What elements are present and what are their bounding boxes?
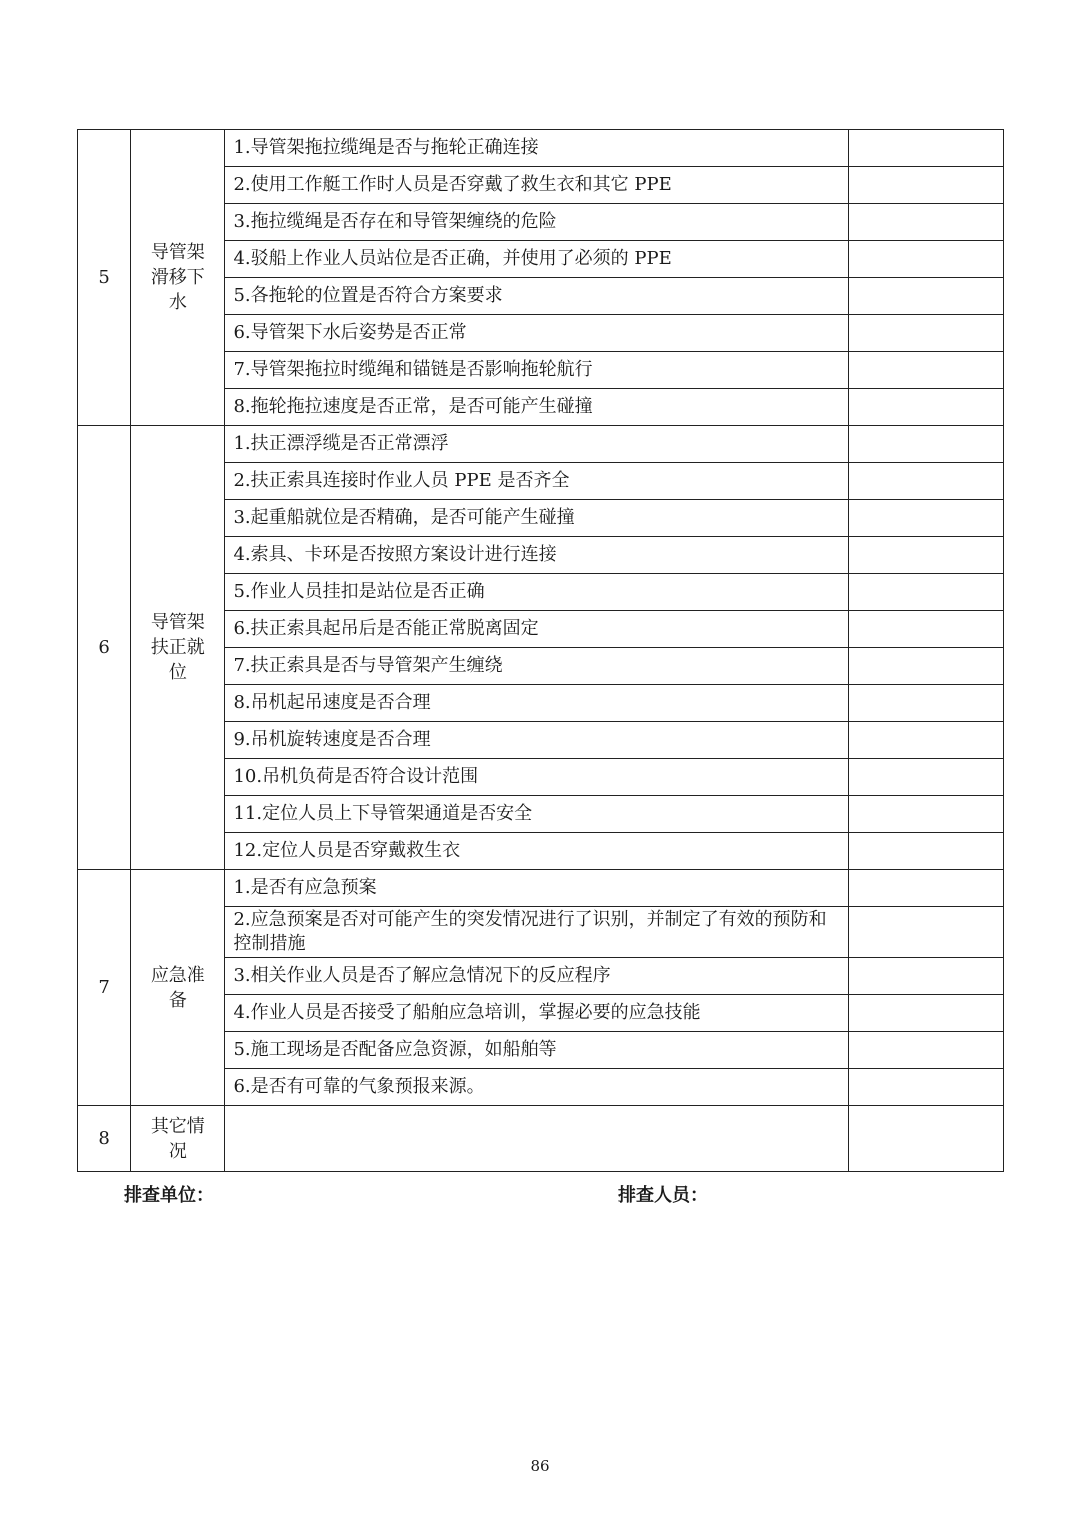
inspector-label: 排查人员： — [618, 1185, 708, 1206]
check-item: 11.定位人员上下导管架通道是否安全 — [225, 796, 849, 833]
result-cell[interactable] — [849, 167, 1004, 204]
section-number: 8 — [78, 1106, 131, 1172]
result-cell[interactable] — [849, 995, 1004, 1032]
check-item: 6.是否有可靠的气象预报来源。 — [225, 1069, 849, 1106]
result-cell[interactable] — [849, 426, 1004, 463]
table-row — [78, 130, 1004, 167]
table-row — [78, 870, 1004, 907]
result-cell[interactable] — [849, 130, 1004, 167]
result-cell[interactable] — [849, 759, 1004, 796]
check-item: 8.吊机起吊速度是否合理 — [225, 685, 849, 722]
check-item: 2.使用工作艇工作时人员是否穿戴了救生衣和其它 PPE — [225, 167, 849, 204]
inspection-unit-label: 排查单位： — [124, 1185, 214, 1206]
check-item: 8.拖轮拖拉速度是否正常，是否可能产生碰撞 — [225, 389, 849, 426]
section-category — [131, 1106, 225, 1172]
check-item: 6.扶正索具起吊后是否能正常脱离固定 — [225, 611, 849, 648]
result-cell[interactable] — [849, 574, 1004, 611]
check-item: 5.施工现场是否配备应急资源，如船舶等 — [225, 1032, 849, 1069]
page-number: 86 — [530, 1457, 550, 1475]
result-cell[interactable] — [849, 537, 1004, 574]
check-item: 3.起重船就位是否精确，是否可能产生碰撞 — [225, 500, 849, 537]
result-cell[interactable] — [849, 315, 1004, 352]
result-cell[interactable] — [849, 278, 1004, 315]
result-cell[interactable] — [849, 907, 1004, 958]
section-category — [131, 130, 225, 426]
table-row — [78, 426, 1004, 463]
result-cell[interactable] — [849, 500, 1004, 537]
check-item: 5.作业人员挂扣是站位是否正确 — [225, 574, 849, 611]
result-cell[interactable] — [849, 833, 1004, 870]
check-item: 4.索具、卡环是否按照方案设计进行连接 — [225, 537, 849, 574]
check-item: 9.吊机旋转速度是否合理 — [225, 722, 849, 759]
check-item: 3.拖拉缆绳是否存在和导管架缠绕的危险 — [225, 204, 849, 241]
section-category-label: 其它情况 — [150, 1115, 205, 1162]
check-item: 7.导管架拖拉时缆绳和锚链是否影响拖轮航行 — [225, 352, 849, 389]
result-cell[interactable] — [849, 1032, 1004, 1069]
section-number: 7 — [78, 870, 131, 1106]
result-cell[interactable] — [849, 352, 1004, 389]
section-category-label: 应急准备 — [150, 964, 205, 1011]
section-category-label: 导管架滑移下水 — [150, 242, 205, 313]
check-item: 2.应急预案是否对可能产生的突发情况进行了识别，并制定了有效的预防和控制措施 — [225, 907, 849, 958]
result-cell[interactable] — [849, 958, 1004, 995]
section-category — [131, 426, 225, 870]
check-item: 12.定位人员是否穿戴救生衣 — [225, 833, 849, 870]
result-cell[interactable] — [849, 685, 1004, 722]
result-cell[interactable] — [849, 722, 1004, 759]
result-cell[interactable] — [849, 796, 1004, 833]
result-cell[interactable] — [849, 389, 1004, 426]
section-number: 6 — [78, 426, 131, 870]
section-number: 5 — [78, 130, 131, 426]
table-row — [78, 1106, 1004, 1172]
result-cell[interactable] — [849, 648, 1004, 685]
check-item: 4.作业人员是否接受了船舶应急培训，掌握必要的应急技能 — [225, 995, 849, 1032]
check-item: 1.导管架拖拉缆绳是否与拖轮正确连接 — [225, 130, 849, 167]
result-cell[interactable] — [849, 463, 1004, 500]
section-category — [131, 870, 225, 1106]
check-item: 6.导管架下水后姿势是否正常 — [225, 315, 849, 352]
check-item: 5.各拖轮的位置是否符合方案要求 — [225, 278, 849, 315]
section-category-label: 导管架扶正就位 — [150, 612, 205, 683]
check-item: 1.是否有应急预案 — [225, 870, 849, 907]
check-item: 4.驳船上作业人员站位是否正确，并使用了必须的 PPE — [225, 241, 849, 278]
result-cell[interactable] — [849, 1106, 1004, 1172]
result-cell[interactable] — [849, 241, 1004, 278]
check-item[interactable] — [225, 1106, 849, 1172]
check-item: 7.扶正索具是否与导管架产生缠绕 — [225, 648, 849, 685]
inspection-checklist-table — [77, 129, 1004, 1172]
check-item: 10.吊机负荷是否符合设计范围 — [225, 759, 849, 796]
result-cell[interactable] — [849, 870, 1004, 907]
check-item: 2.扶正索具连接时作业人员 PPE 是否齐全 — [225, 463, 849, 500]
result-cell[interactable] — [849, 1069, 1004, 1106]
check-item: 1.扶正漂浮缆是否正常漂浮 — [225, 426, 849, 463]
check-item: 3.相关作业人员是否了解应急情况下的反应程序 — [225, 958, 849, 995]
result-cell[interactable] — [849, 204, 1004, 241]
result-cell[interactable] — [849, 611, 1004, 648]
